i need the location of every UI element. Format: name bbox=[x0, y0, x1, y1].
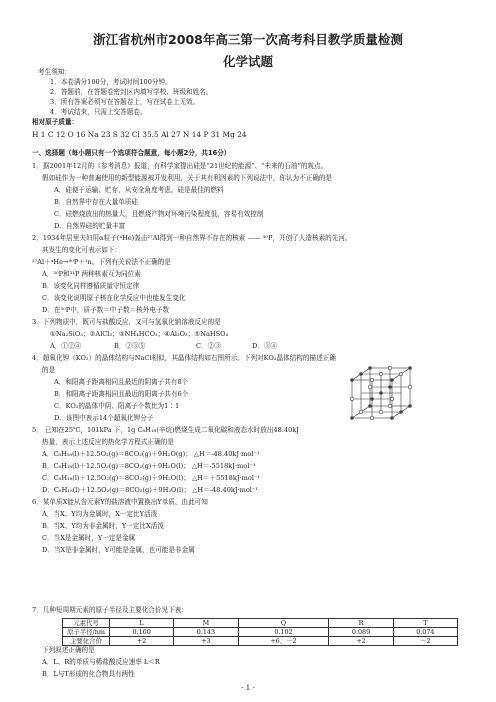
q1-option: D．自然界硅的贮量丰富 bbox=[54, 222, 126, 230]
q3-stem: 3．下列物质中，既可与盐酸反应，又可与氢氧化钠溶液反应的是 bbox=[32, 318, 221, 326]
table-cell: 0.089 bbox=[329, 628, 393, 637]
table-cell: 0.143 bbox=[174, 628, 238, 637]
q6-option: B．当X、Y均为非金属时，Y一定比X活泼 bbox=[42, 522, 164, 530]
atomic-mass-list: H 1 C 12 O 16 Na 23 S 32 Cl 35.5 Al 27 N 14 P 31 Mg 24 bbox=[32, 130, 247, 139]
table-header-cell: L bbox=[110, 619, 174, 628]
q6-stem: 6．某单质X能从含元素Y的盐溶液中置换出Y单质，由此可知 bbox=[32, 498, 208, 506]
q2-option: B．该变化同样遵循质量守恒定律 bbox=[42, 282, 140, 290]
q1-stem: 1．据2001年12月的《参考消息》报道，有科学家提出硅是“21世纪的能源”、“未来的石油”的观点。 bbox=[32, 162, 328, 170]
q5-stem: 热量，表示上述反应的热化学方程式正确的是 bbox=[42, 438, 174, 446]
q2-stem: 2．1934年居里夫妇用α粒子(⁴He)轰击²⁷Al得到一种自然界不存在的核素 —— ³⁰P，开创了人造核素的先河。 bbox=[32, 234, 352, 242]
q5-option: A．C₈H₁₈(l)＋12.5O₂(g)＝8CO₂(g)＋9H₂O(g)； △H＝-48.40kJ·mol⁻¹ bbox=[42, 450, 260, 458]
table-cell: 原子半径/nm bbox=[63, 628, 110, 637]
q6-option: D．当X是非金属时，Y可能是金属，也可能是非金属 bbox=[42, 546, 195, 554]
notice-heading: 考生须知： bbox=[38, 68, 71, 76]
q3-items: ①Na₂SiO₃；②AlCl₃；③NH₄HCO₃；④Al₂O₃；⑤NaHSO₄ bbox=[50, 330, 229, 338]
q1-option: C．硅燃烧放出的热量大，且燃烧产物对环境污染程度低，容易有效控制 bbox=[54, 210, 264, 218]
q4-stem: 4．超氧化钾（KO₂）的晶体结构与NaCl相似，其晶体结构如右图所示。下列对KO₂晶体结构的描述正确 bbox=[32, 354, 336, 362]
table-header-cell: 元素代号 bbox=[63, 619, 110, 628]
q5-stem: 5． 已知在25℃，101kPa 下，1g C₈H₁₈(辛烷)燃烧生成二氧化碳和液态水时放出48.40kJ bbox=[32, 426, 299, 434]
q3-option: A．①②④ bbox=[50, 342, 82, 350]
table-header-row bbox=[63, 619, 458, 628]
notice-item: 1．本卷满分100分，考试时间100分钟。 bbox=[50, 78, 172, 86]
notice-item: 2．答题前，在答题卷密封区内填写学校、班级和姓名。 bbox=[50, 88, 213, 96]
q7-stem: 7．几种短周期元素的原子半径及主要化合价见下表： bbox=[32, 606, 188, 614]
page-number: - 1 - bbox=[241, 684, 255, 692]
table-row bbox=[63, 637, 458, 646]
q1-stem: 假如硅作为一种普遍使用的新型能源被开发利用，关于其有利因素的下列说法中，你认为不正确的是 bbox=[42, 174, 333, 182]
q5-option: C．C₈H₁₈(l)＋12.5O₂(g)＝8CO₂(g)＋9H₂O(l)； △H＝＋5518kJ·mol⁻¹ bbox=[42, 474, 261, 482]
q4-option: D．该图中表示14个超氧化钾分子 bbox=[54, 414, 154, 422]
q4-option: C．KO₂的晶体中阴、阳离子个数比为1∶1 bbox=[54, 402, 180, 410]
q7-after: 下列叙述正确的是 bbox=[42, 646, 95, 654]
atomic-mass-heading: 相对原子质量： bbox=[32, 118, 79, 126]
q1-option: B．自然界中存在大量单质硅 bbox=[54, 198, 138, 206]
exam-title: 浙江省杭州市2008年高三第一次高考科目教学质量检测 bbox=[93, 32, 403, 47]
q5-option: B．C₈H₁₈(l)＋12.5O₂(g)＝8CO₂(g)＋9H₂O(l)； △H＝-5518kJ·mol⁻¹ bbox=[42, 462, 256, 470]
q4-option: A．和阳离子距离相同且最近的阴离子共有8个 bbox=[54, 378, 189, 386]
q7-option: A．L、R的单质与稀盐酸反应速率 L＜R bbox=[42, 658, 160, 666]
q2-option: D．在³⁰P中，质子数＝中子数＝核外电子数 bbox=[42, 306, 170, 314]
table-cell: +6、－2 bbox=[238, 637, 329, 646]
table-row bbox=[63, 628, 458, 637]
table-cell: 0.160 bbox=[110, 628, 174, 637]
q3-option: D．③④ bbox=[252, 342, 278, 350]
q1-option: A．硅便于运输、贮存，从安全角度考虑，硅是最佳的燃料 bbox=[54, 186, 224, 194]
notice-item: 4．考试结束，只需上交答题卷。 bbox=[50, 108, 147, 116]
table-cell: +3 bbox=[174, 637, 238, 646]
q3-option: B．②③⑤ bbox=[114, 342, 146, 350]
q6-option: A．当X、Y均为金属时，X一定比Y活泼 bbox=[42, 510, 158, 518]
q4-stem: 的是 bbox=[42, 366, 56, 374]
table-header-cell: R bbox=[329, 619, 393, 628]
table-cell: +2 bbox=[329, 637, 393, 646]
exam-subtitle: 化学试题 bbox=[222, 54, 273, 69]
q2-stem: 其发生的变化可表示如下： bbox=[42, 246, 122, 254]
table-cell: +2 bbox=[110, 637, 174, 646]
q5-option: D．C₈H₁₈(l)＋12.5O₂(g)＝8CO₂(g)＋9H₂O(l)； △H＝-48.40kJ·mol⁻¹ bbox=[42, 486, 259, 494]
table-header-cell: T bbox=[393, 619, 457, 628]
table-cell: －2 bbox=[393, 637, 457, 646]
q7-option: B．L与T形成的化合物具有两性 bbox=[42, 670, 135, 678]
table-cell: 0.102 bbox=[238, 628, 329, 637]
q2-equation: ²⁷Al＋⁴He→³⁰P＋¹n。下列有关说法不正确的是 bbox=[32, 258, 171, 266]
q4-option: B．和阳离子距离相同且最近的阳离子共有6个 bbox=[54, 390, 189, 398]
element-table bbox=[62, 618, 458, 646]
q6-option: C．当X是金属时，Y一定是金属 bbox=[42, 534, 136, 542]
table-cell: 0.074 bbox=[393, 628, 457, 637]
q2-option: C．该变化说明原子核在化学反应中也能发生变化 bbox=[42, 294, 186, 302]
q3-option: C．②③ bbox=[196, 342, 221, 350]
table-cell: 主要化合价 bbox=[63, 637, 110, 646]
notice-item: 3．所有答案必须写在答题卷上，写在试卷上无效。 bbox=[50, 98, 200, 106]
section-heading: 一、选择题（每小题只有一个选项符合题意，每小题2分，共16分） bbox=[32, 149, 231, 157]
crystal-structure-figure bbox=[350, 366, 412, 420]
table-header-cell: Q bbox=[238, 619, 329, 628]
table-header-cell: M bbox=[174, 619, 238, 628]
q2-option: A．³⁰P和³¹P 两种核素互为同位素 bbox=[42, 270, 141, 278]
